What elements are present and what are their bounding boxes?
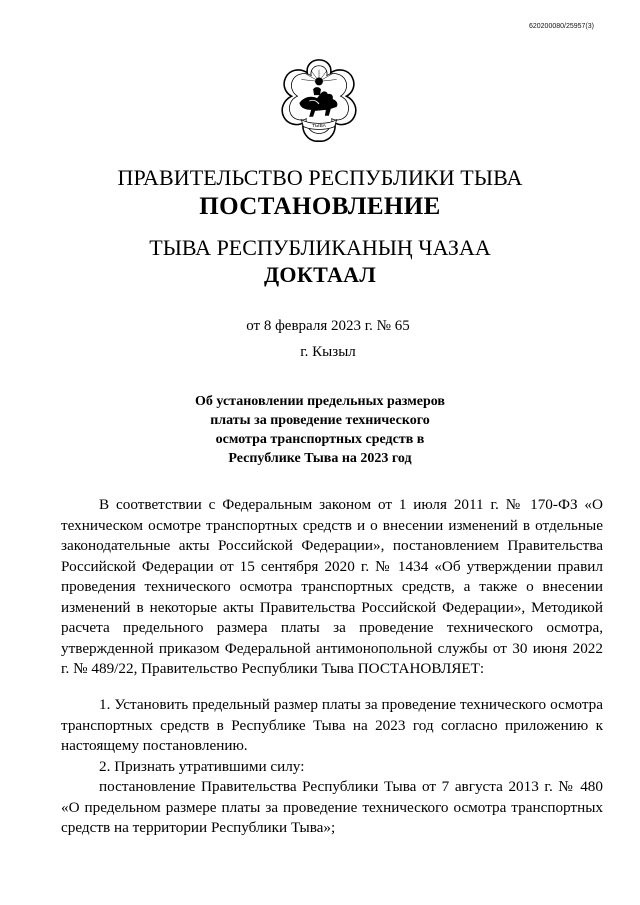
government-title-tuvan: ТЫВА РЕСПУБЛИКАНЫҢ ЧАЗАА xyxy=(149,235,491,260)
resolution-items xyxy=(61,695,603,839)
preamble-section xyxy=(61,495,603,680)
government-title: ПРАВИТЕЛЬСТВО РЕСПУБЛИКИ ТЫВА xyxy=(117,165,523,190)
subject-line: Об установлении предельных размеров xyxy=(195,394,445,409)
document-city: г. Кызыл xyxy=(300,344,356,360)
item-2-subparagraph: постановление Правительства Республики Тыва от 7 августа 2013 г. № 480 «О предельном размере платы за проведение технического осмотра транспортных средств на территории Республики Тыва»; xyxy=(61,778,603,836)
coat-of-arms-icon xyxy=(270,53,368,153)
document-subject xyxy=(170,392,470,468)
subject-line: Республике Тыва на 2023 год xyxy=(228,451,412,466)
subject-line: платы за проведение технического xyxy=(210,413,430,428)
item-1-paragraph: 1. Установить предельный размер платы за проведение технического осмотра транспортных средств в Республике Тыва на 2023 год согласно приложению к настоящему постановлению. xyxy=(61,696,603,754)
preamble-paragraph: В соответствии с Федеральным законом от 1 июля 2011 г. № 170-ФЗ «О техническом осмотре транспортных средств и о внесении изменений в отдельные законодательные акты Российской Федерации», постановлением Правительства Российской Федерации от 15 сентября 2020 г. № 1434 «Об утверждении правил проведения технического осмотра транспортных средств, а также о внесении изменений в некоторые акты Правительства Российской Федерации», Методикой расчета предельного размера платы за проведение технического осмотра, утвержденной приказом Федеральной антимонопольной службы от 30 июня 2022 г. № 489/22, Правительство Республики Тыва ПОСТАНОВЛЯЕТ: xyxy=(61,496,603,677)
document-type-tuvan: ДОКТААЛ xyxy=(263,262,377,287)
document-type: ПОСТАНОВЛЕНИЕ xyxy=(199,193,441,220)
item-2-paragraph: 2. Признать утратившими силу: xyxy=(99,757,305,775)
svg-text:ТЫВА: ТЫВА xyxy=(312,124,326,130)
subject-line: осмотра транспортных средств в xyxy=(215,432,425,447)
document-registration-number: 620200080/25957(3) xyxy=(528,23,594,30)
document-date-number: от 8 февраля 2023 г. № 65 xyxy=(246,318,410,334)
